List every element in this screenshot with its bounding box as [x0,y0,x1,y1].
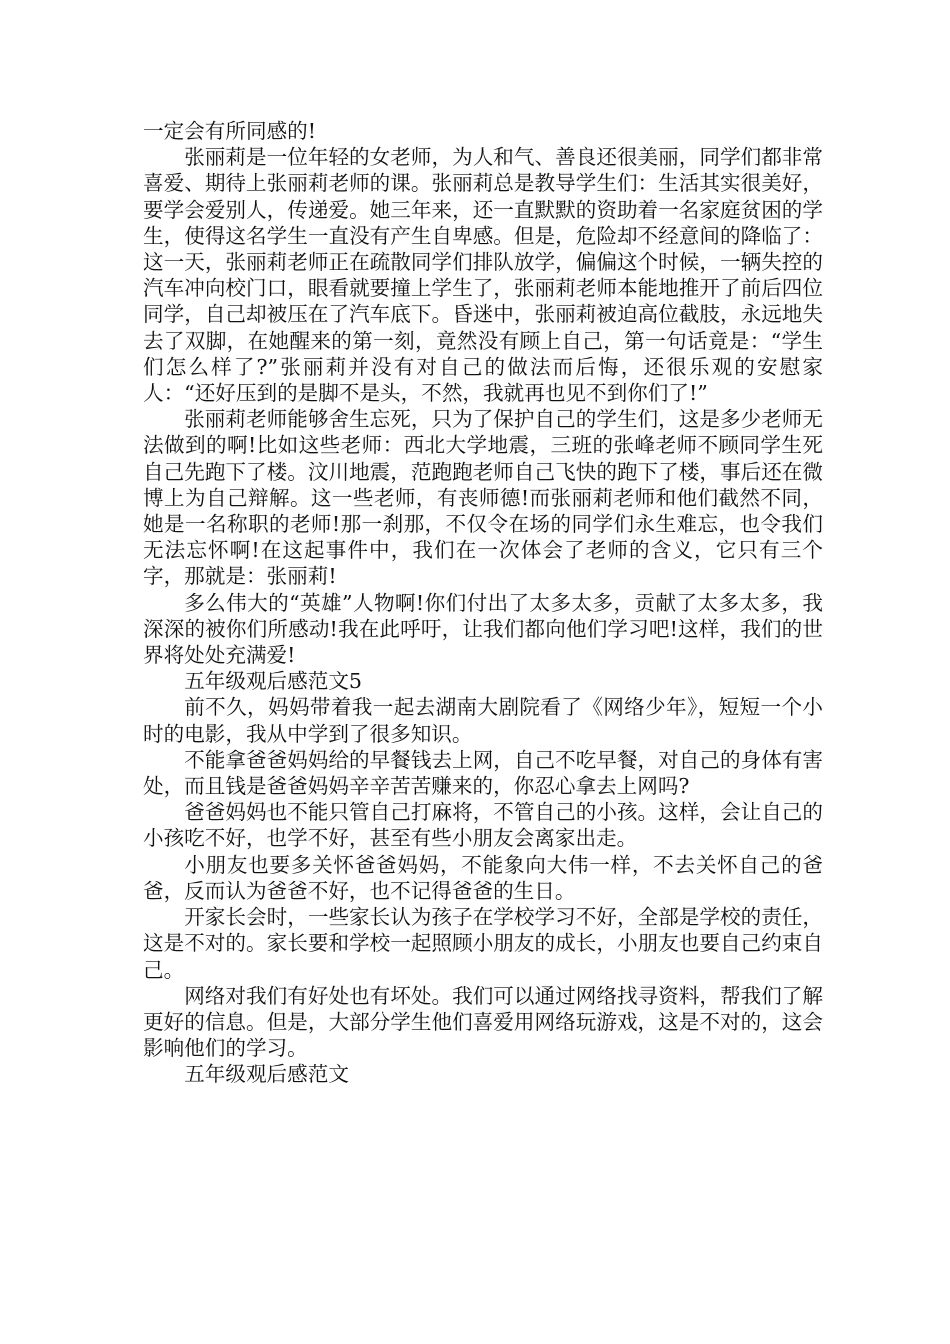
document-body [143,118,823,1088]
paragraph: 开家长会时，一些家长认为孩子在学校学习不好，全部是学校的责任，这是不对的。家长要和学校一起照顾小朋友的成长，小朋友也要自己约束自己。 [143,905,823,982]
paragraph: 张丽莉老师能够舍生忘死，只为了保护自己的学生们，这是多少老师无法做到的啊!比如这些老师：西北大学地震，三班的张峰老师不顾同学生死自己先跑下了楼。汶川地震，范跑跑老师自己飞快的跑下了楼，事后还在微博上为自己辩解。这一些老师，有丧师德!而张丽莉老师和他们截然不同，她是一名称职的老师!那一刹那，不仅令在场的同学们永生难忘，也令我们无法忘怀啊!在这起事件中，我们在一次体会了老师的含义，它只有三个字，那就是：张丽莉! [143,407,823,589]
section-heading: 五年级观后感范文 [184,1062,349,1087]
paragraph: 前不久，妈妈带着我一起去湖南大剧院看了《网络少年》，短短一个小时的电影，我从中学到了很多知识。 [143,695,823,746]
paragraph: 多么伟大的“英雄”人物啊!你们付出了太多太多，贡献了太多太多，我深深的被你们所感动!我在此呼吁，让我们都向他们学习吧!这样，我们的世界将处处充满爱! [143,590,823,668]
paragraph-continuation: 一定会有所同感的! [143,119,317,143]
paragraph: 张丽莉是一位年轻的女老师，为人和气、善良还很美丽，同学们都非常喜爱、期待上张丽莉老师的课。张丽莉总是教导学生们：生活其实很美好，要学会爱别人，传递爱。她三年来，还一直默默的资助着一名家庭贫困的学生，使得这名学生一直没有产生自卑感。但是，危险却不经意间的降临了：这一天，张丽莉老师正在疏散同学们排队放学，偏偏这个时候，一辆失控的汽车冲向校门口，眼看就要撞上学生了，张丽莉老师本能地推开了前后四位同学，自己却被压在了汽车底下。昏迷中，张丽莉被迫高位截肢，永远地失去了双脚，在她醒来的第一刻，竟然没有顾上自己，第一句话竟是：“学生们怎么样了?”张丽莉并没有对自己的做法而后悔，还很乐观的安慰家人：“还好压到的是脚不是头，不然，我就再也见不到你们了!” [143,145,823,406]
paragraph: 不能拿爸爸妈妈给的早餐钱去上网，自己不吃早餐，对自己的身体有害处，而且钱是爸爸妈妈辛辛苦苦赚来的，你忍心拿去上网吗? [143,747,823,799]
section-heading: 五年级观后感范文5 [184,669,363,694]
paragraph: 小朋友也要多关怀爸爸妈妈，不能象向大伟一样，不去关怀自己的爸爸，反而认为爸爸不好，也不记得爸爸的生日。 [143,852,823,903]
paragraph: 爸爸妈妈也不能只管自己打麻将，不管自己的小孩。这样，会让自己的小孩吃不好，也学不好，甚至有些小朋友会离家出走。 [143,800,823,851]
paragraph: 网络对我们有好处也有坏处。我们可以通过网络找寻资料，帮我们了解更好的信息。但是，大部分学生他们喜爱用网络玩游戏，这是不对的，这会影响他们的学习。 [143,983,823,1061]
